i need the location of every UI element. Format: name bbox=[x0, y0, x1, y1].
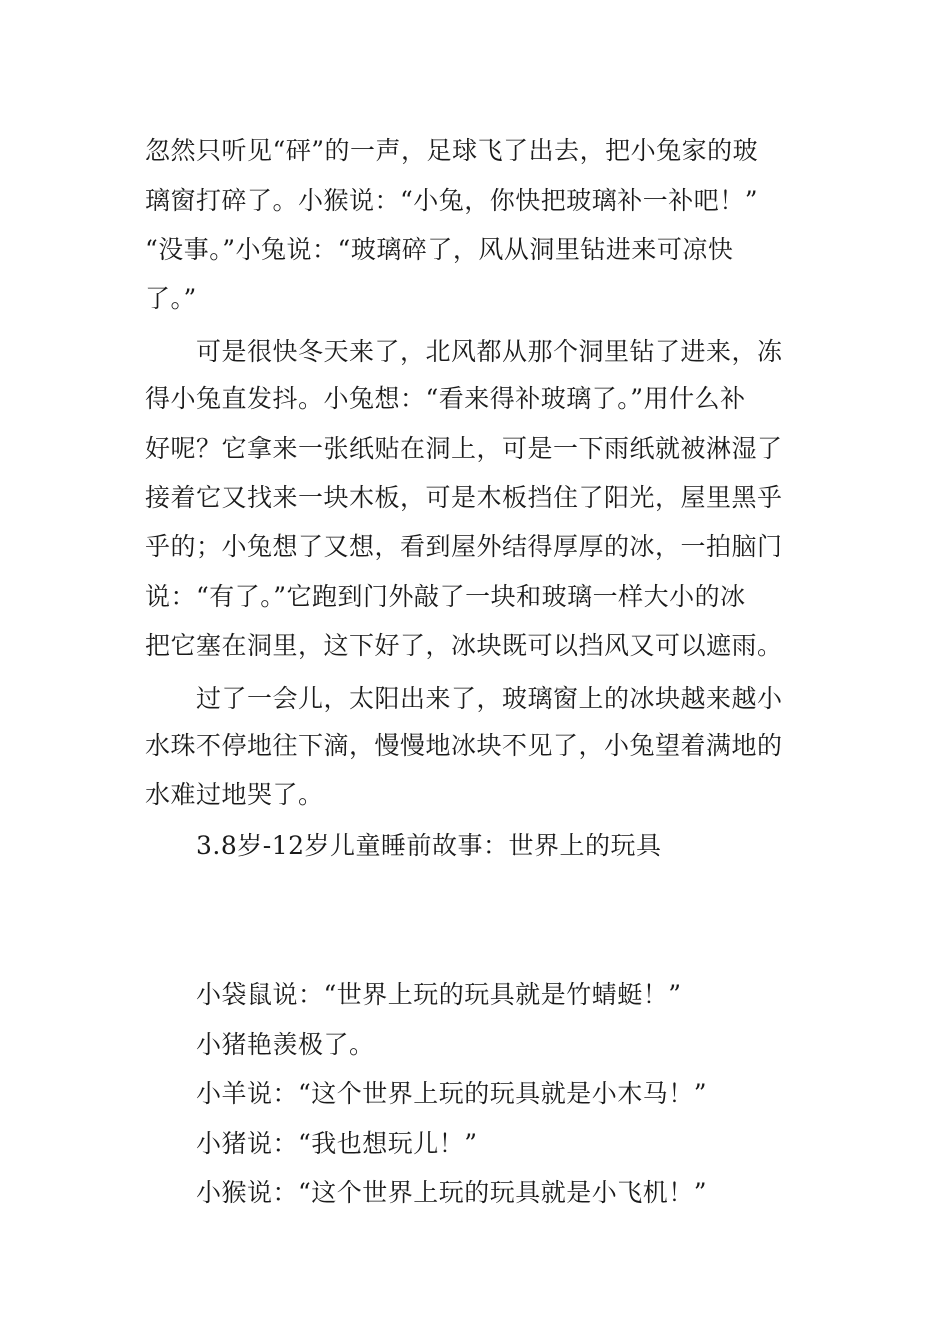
text-line: 乎的；小兔想了又想，看到屋外结得厚厚的冰，一拍脑门 bbox=[145, 532, 783, 561]
text-line: “没事。”小兔说：“玻璃碎了，风从洞里钻进来可凉快 bbox=[145, 235, 734, 264]
text-line: 接着它又找来一块木板，可是木板挡住了阳光，屋里黑乎 bbox=[145, 483, 783, 512]
dialogue-line: 小猪艳羡极了。 bbox=[196, 1030, 375, 1059]
section-heading: 3.8岁-12岁儿童睡前故事：世界上的玩具 bbox=[196, 831, 662, 860]
text-line: 水珠不停地往下滴，慢慢地冰块不见了，小兔望着满地的 bbox=[145, 731, 783, 760]
text-line: 了。” bbox=[145, 284, 197, 313]
dialogue-line: 小猪说：“我也想玩儿！” bbox=[196, 1129, 478, 1158]
dialogue-line: 小猴说：“这个世界上玩的玩具就是小飞机！” bbox=[196, 1178, 708, 1207]
dialogue-line: 小袋鼠说：“世界上玩的玩具就是竹蜻蜓！” bbox=[196, 980, 682, 1009]
text-line: 水难过地哭了。 bbox=[145, 780, 324, 809]
paragraph-first-line: 过了一会儿，太阳出来了，玻璃窗上的冰块越来越小 bbox=[196, 684, 783, 713]
text-line: 得小兔直发抖。小兔想：“看来得补玻璃了。”用什么补 bbox=[145, 384, 746, 413]
text-line: 把它塞在洞里，这下好了，冰块既可以挡风又可以遮雨。 bbox=[145, 631, 783, 660]
text-line: 忽然只听见“砰”的一声，足球飞了出去，把小兔家的玻 bbox=[145, 136, 759, 165]
text-line: 说：“有了。”它跑到门外敲了一块和玻璃一样大小的冰 bbox=[145, 582, 746, 611]
text-line: 璃窗打碎了。小猴说：“小兔，你快把玻璃补一补吧！” bbox=[145, 186, 759, 215]
dialogue-line: 小羊说：“这个世界上玩的玩具就是小木马！” bbox=[196, 1079, 708, 1108]
paragraph-first-line: 可是很快冬天来了，北风都从那个洞里钻了进来，冻 bbox=[196, 337, 783, 366]
text-line: 好呢？它拿来一张纸贴在洞上，可是一下雨纸就被淋湿了 bbox=[145, 434, 783, 463]
